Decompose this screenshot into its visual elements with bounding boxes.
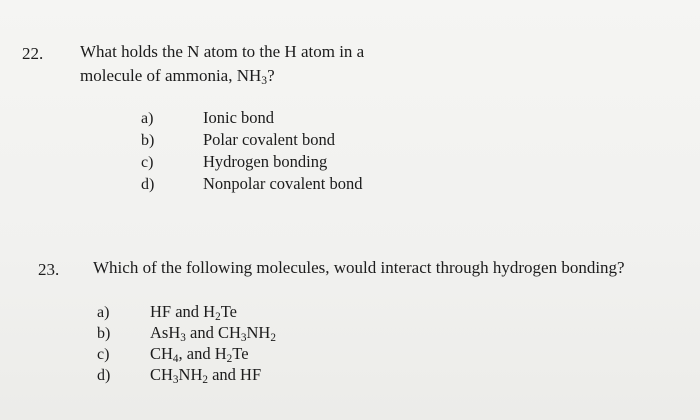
q23-option-b-letter: b) [97,325,111,342]
q22-option-c-text: Hydrogen bonding [203,152,328,171]
q22-option-d-text: Nonpolar covalent bond [203,174,363,193]
q23-option-c-letter: c) [97,346,110,363]
q23-a-part: Te [220,302,237,321]
question-22-number: 22. [22,44,44,63]
q23-d-part: NH [178,365,203,384]
q23-c-sub: 2 [226,352,233,365]
question-22-line2-sub: 3 [261,73,268,87]
q23-c-part: CH [150,344,173,363]
q22-option-b-text: Polar covalent bond [203,130,335,149]
q23-option-a-letter: a) [97,304,110,321]
question-23-number: 23. [38,260,60,279]
q23-b-part: AsH [150,323,181,342]
question-22-line2-prefix: molecule of ammonia, NH [80,66,262,85]
q23-option-b-text [150,322,276,344]
q23-option-a-text [150,301,237,323]
q23-option-d-letter: d) [97,367,111,384]
q23-c-part: Te [232,344,249,363]
q23-d-sub: 3 [172,373,179,386]
q22-option-a-letter: a) [141,110,154,127]
question-22-text-line1: What holds the N atom to the H atom in a [80,42,365,61]
q23-b-sub: 3 [180,331,186,344]
q22-option-d-letter: d) [141,176,155,193]
q22-option-a-text: Ionic bond [203,108,275,127]
q23-b-sub: 3 [240,331,247,344]
q23-a-sub: 2 [215,310,221,323]
q23-d-part: CH [150,365,173,384]
q22-option-b-letter: b) [141,132,155,149]
q23-c-sub: 4 [172,352,179,365]
q23-c-part: , and H [178,344,227,363]
q23-d-sub: 2 [202,373,208,386]
question-22-line2-suffix: ? [267,66,275,85]
q23-d-part: and HF [207,365,262,384]
q23-option-c-text [150,343,249,365]
q23-option-d-text [150,364,261,386]
q23-a-part: HF and H [150,302,216,321]
question-22-text-line2 [80,64,275,88]
q23-b-sub: 2 [270,331,276,344]
question-23-text-line1: Which of the following molecules, would interact through hydrogen bonding? [93,258,625,277]
q23-b-part: NH [246,323,271,342]
q22-option-c-letter: c) [141,154,154,171]
q23-b-part: and CH [185,323,241,342]
